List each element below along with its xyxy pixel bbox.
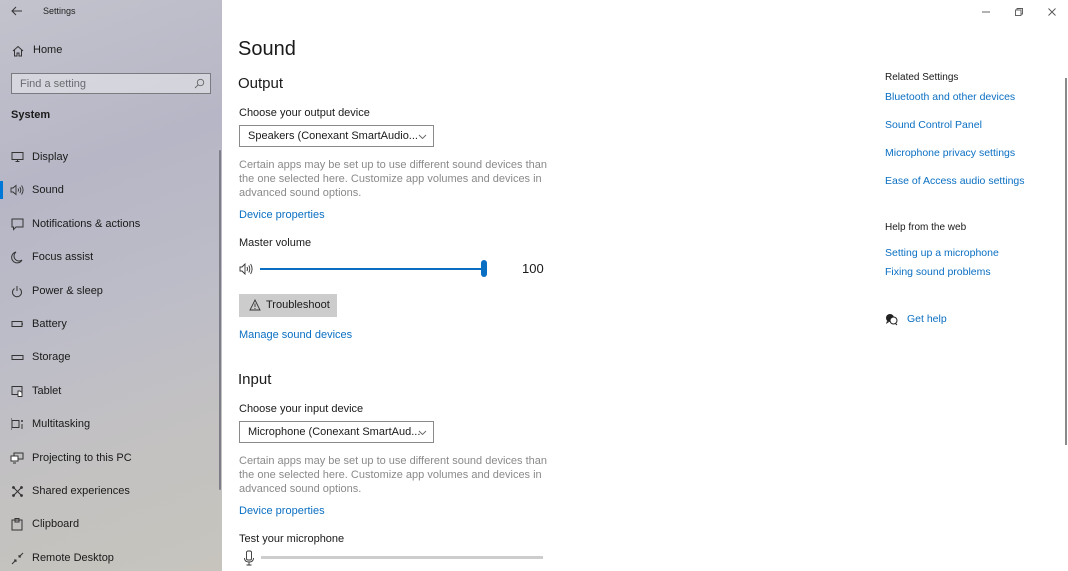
sidebar-item-label: Projecting to this PC [32,452,132,464]
sidebar-item-label: Shared experiences [32,485,130,497]
notification-icon [10,217,24,231]
chat-help-icon [885,313,898,326]
test-microphone-label: Test your microphone [239,533,345,545]
restore-icon [1014,7,1024,17]
moon-icon [10,250,24,264]
sidebar-item-label: Sound [32,184,64,196]
related-link-microphone-privacy[interactable]: Microphone privacy settings [885,147,1016,159]
sidebar-item-multitasking[interactable] [0,412,222,436]
input-device-value: Microphone (Conexant SmartAud... [248,426,421,438]
related-link-bluetooth[interactable]: Bluetooth and other devices [885,91,1016,103]
tablet-icon [10,384,24,398]
microphone-level-meter [261,556,543,559]
page-title: Sound [238,38,296,60]
shared-icon [10,484,24,498]
sidebar-item-label: Battery [32,318,67,330]
app-title: Settings [43,6,76,16]
output-device-label: Choose your output device [239,107,370,119]
related-settings-heading: Related Settings [885,72,959,83]
related-link-ease-of-access-audio[interactable]: Ease of Access audio settings [885,175,1025,187]
output-device-value: Speakers (Conexant SmartAudio... [248,130,418,142]
sidebar-item-projecting[interactable] [0,446,222,470]
master-volume-row [239,258,559,280]
speaker-icon[interactable] [239,262,255,276]
input-device-label: Choose your input device [239,403,364,415]
active-indicator [0,181,3,199]
microphone-icon [243,550,255,566]
sidebar-scrollbar[interactable] [219,150,221,490]
microphone-level-row [239,549,559,569]
main-scrollbar[interactable] [1065,78,1067,445]
back-arrow-icon [11,6,23,16]
chevron-down-icon [418,428,427,437]
sidebar-item-display[interactable] [0,145,222,169]
sidebar-item-storage[interactable] [0,345,222,369]
sidebar-item-notifications[interactable] [0,212,222,236]
title-bar [0,0,222,24]
search-icon[interactable] [194,78,205,89]
input-heading: Input [238,371,272,388]
troubleshoot-label: Troubleshoot [266,299,330,311]
sidebar-item-label: Notifications & actions [32,218,141,230]
sidebar-item-label: Clipboard [32,518,80,530]
projecting-icon [10,451,24,465]
output-heading: Output [238,75,284,92]
get-help-label: Get help [907,313,947,325]
get-help-link[interactable] [885,312,1005,328]
sidebar-item-tablet[interactable] [0,379,222,403]
input-description: Certain apps may be set up to use different sound devices than the one selected here. Customize app volumes and devices in advanced sound options. [239,455,547,495]
minimize-button[interactable] [969,0,1002,24]
sidebar-item-power-sleep[interactable] [0,279,222,303]
sidebar-item-label: Multitasking [32,418,91,430]
sidebar-item-label: Display [32,151,69,163]
remote-desktop-icon [10,551,24,565]
minimize-icon [981,7,991,17]
search-input[interactable] [12,78,182,90]
back-button[interactable] [9,3,25,19]
storage-icon [10,350,24,364]
output-description: Certain apps may be set up to use different sound devices than the one selected here. Customize app volumes and devices in advanced sound options. [239,159,547,199]
battery-icon [10,317,24,331]
section-heading: System [11,109,51,121]
sidebar-item-label: Remote Desktop [32,552,114,564]
window-controls [969,0,1068,24]
output-device-properties-link[interactable]: Device properties [239,209,325,221]
close-button[interactable] [1035,0,1068,24]
troubleshoot-button[interactable] [239,294,337,317]
master-volume-label: Master volume [239,237,312,249]
close-icon [1047,7,1057,17]
sidebar [0,0,222,571]
help-link-fix-sound[interactable]: Fixing sound problems [885,266,991,278]
home-label: Home [33,44,63,56]
manage-sound-devices-link[interactable]: Manage sound devices [239,329,353,341]
sidebar-item-label: Power & sleep [32,285,103,297]
display-icon [10,150,24,164]
master-volume-value: 100 [522,261,544,276]
sidebar-item-label: Storage [32,351,71,363]
input-device-dropdown[interactable] [239,421,434,443]
sidebar-item-shared-experiences[interactable] [0,479,222,503]
speaker-icon [10,183,24,197]
related-link-sound-control-panel[interactable]: Sound Control Panel [885,119,982,131]
restore-button[interactable] [1002,0,1035,24]
help-link-setup-microphone[interactable]: Setting up a microphone [885,247,999,259]
sidebar-item-sound[interactable] [0,178,222,202]
master-volume-thumb[interactable] [481,260,487,277]
multitasking-icon [10,417,24,431]
search-box[interactable] [11,73,211,94]
sidebar-item-clipboard[interactable] [0,512,222,536]
help-heading: Help from the web [885,222,967,233]
sidebar-home[interactable] [0,40,222,62]
warning-icon [249,299,261,311]
output-device-dropdown[interactable] [239,125,434,147]
clipboard-icon [10,517,24,531]
sidebar-item-focus-assist[interactable] [0,245,222,269]
sidebar-item-label: Tablet [32,385,62,397]
home-icon [11,44,25,58]
master-volume-slider[interactable] [260,268,484,270]
input-device-properties-link[interactable]: Device properties [239,505,325,517]
sidebar-item-battery[interactable] [0,312,222,336]
power-icon [10,284,24,298]
main-content [222,0,1068,571]
sidebar-item-label: Focus assist [32,251,94,263]
sidebar-item-remote-desktop[interactable] [0,546,222,570]
chevron-down-icon [418,132,427,141]
